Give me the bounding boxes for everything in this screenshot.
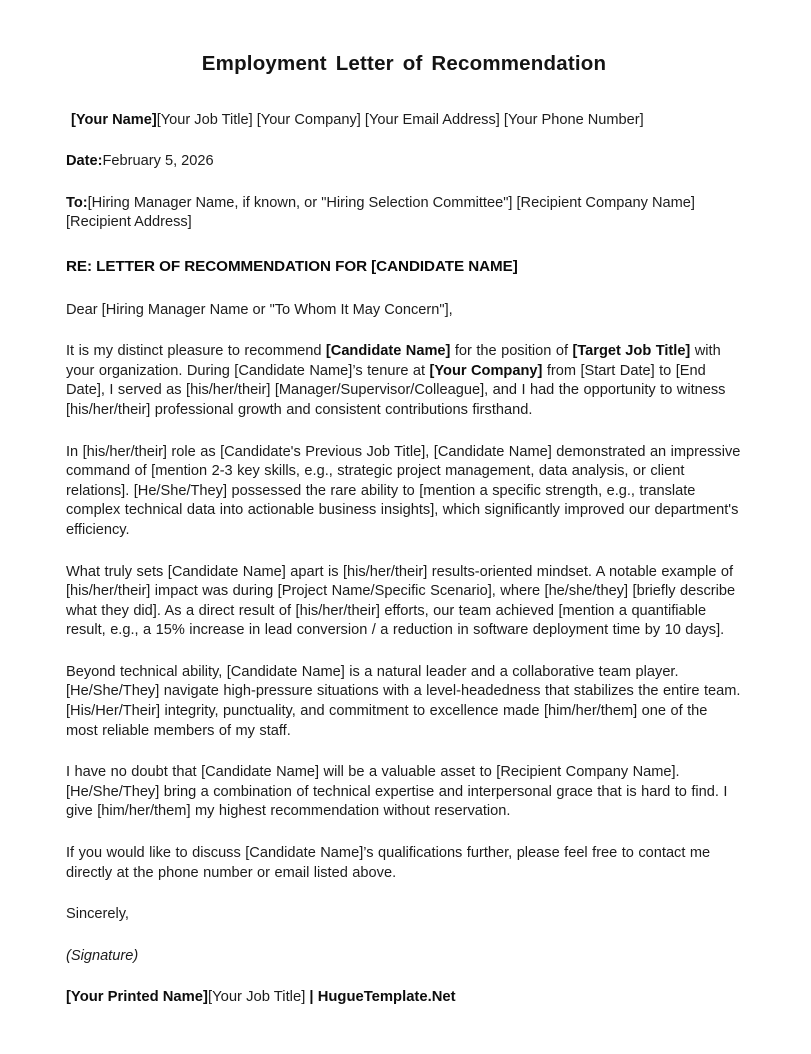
paragraph-2: In [his/her/their] role as [Candidate's Previous Job Title], [Candidate Name] demonstrated an impressive command of [mention 2-3 key skills, e.g., strategic project management, data analysis, or client relations]. [He/She/They] possessed the rare ability to [mention a specific strength, e.g., translate complex technical data into actionable business insights], which significantly improved our department's efficiency. (66, 443, 741, 538)
recipient-block (66, 194, 742, 233)
paragraph-4: Beyond technical ability, [Candidate Name] is a natural leader and a collaborative team player. [He/She/They] navigate high-pressure situations with a level-headedness that stabilizes the entire team. [His/Her/Their] integrity, punctuality, and commitment to excellence made [him/her/them] one of the most reliable members of my staff. (66, 663, 741, 739)
p1-candidate-name: [Candidate Name] (325, 343, 451, 360)
p1-seg-4: from [Start Date] to [End Date], I served as [his/her/their] [Manager/Supervisor/Colleague], and I had the opportunity to witness [his/her/their] professional growth and consistent contributions firsthand. (66, 362, 726, 418)
paragraph-1 (66, 342, 742, 420)
closing: Sincerely, (66, 906, 129, 923)
p1-target-job-title: [Target Job Title] (572, 343, 691, 360)
signoff-job-title: [Your Job Title] (207, 989, 306, 1006)
subject-line: RE: LETTER OF RECOMMENDATION FOR [CANDIDATE NAME] (66, 257, 518, 275)
p1-your-company: [Your Company] (429, 362, 543, 379)
page-title: Employment Letter of Recommendation (201, 52, 607, 75)
paragraph-3: What truly sets [Candidate Name] apart is [his/her/their] results-oriented mindset. A notable example of [his/her/their] impact was during [Project Name/Specific Scenario], where [he/she/they] [briefly describe what they did]. As a direct result of [his/her/their] efforts, our team achieved [mention a quantifiable result, e.g., a 15% increase in lead conversion / a reduction in software deployment time by 10 days]. (66, 563, 736, 639)
date-value: February 5, 2026 (102, 153, 214, 170)
document-body (66, 0, 742, 1008)
date-label: Date: (66, 153, 103, 170)
sender-details: [Your Job Title] [Your Company] [Your Email Address] [Your Phone Number] (156, 111, 644, 128)
recipient-line-2: [Recipient Address] (66, 214, 192, 231)
date-line (66, 152, 742, 172)
signoff-separator: | (305, 989, 318, 1006)
sender-contact-line (66, 111, 742, 131)
recipient-label: To: (66, 194, 88, 211)
p1-seg-3: with your organization. During [Candidate Name]’s tenure at (66, 343, 721, 379)
printed-name: [Your Printed Name] (66, 989, 208, 1006)
p1-seg-1: It is my distinct pleasure to recommend (66, 343, 326, 360)
brand-name: HugueTemplate.Net (317, 989, 456, 1006)
paragraph-6: If you would like to discuss [Candidate Name]’s qualifications further, please feel free to contact me directly at the phone number or email listed above. (66, 845, 711, 881)
signature-placeholder: (Signature) (66, 947, 139, 964)
salutation: Dear [Hiring Manager Name or "To Whom It May Concern"], (66, 301, 453, 318)
signoff-line (66, 988, 742, 1008)
sender-name: [Your Name] (71, 111, 157, 128)
recipient-line-1: [Hiring Manager Name, if known, or "Hiring Selection Committee"] [Recipient Company Name] (87, 194, 695, 211)
p1-seg-2: for the position of (450, 343, 573, 360)
paragraph-5: I have no doubt that [Candidate Name] will be a valuable asset to [Recipient Company Name]. [He/She/They] bring a combination of technical expertise and interpersonal grace that is hard to find. I give [him/her/them] my highest recommendation without reservation. (66, 764, 728, 820)
